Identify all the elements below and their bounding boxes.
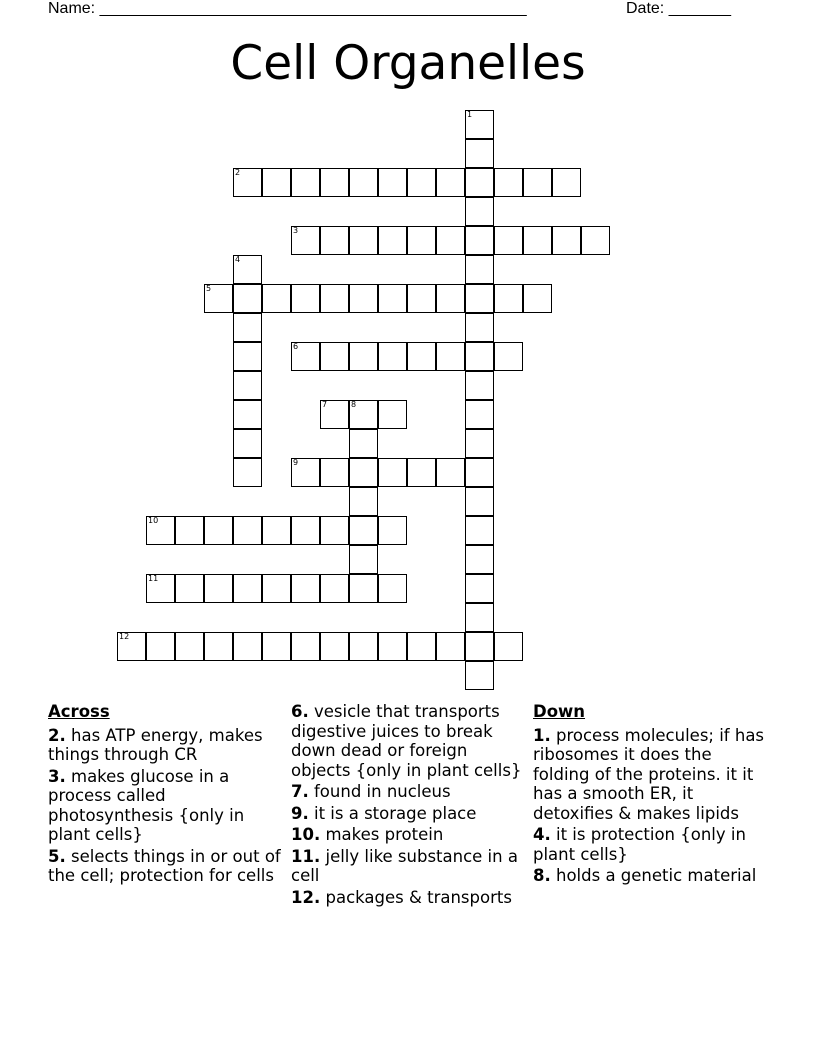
grid-cell[interactable]	[378, 400, 407, 429]
grid-cell[interactable]	[204, 516, 233, 545]
grid-cell[interactable]	[494, 226, 523, 255]
grid-cell[interactable]	[233, 342, 262, 371]
grid-cell[interactable]	[349, 284, 378, 313]
grid-cell[interactable]	[465, 574, 494, 603]
grid-cell[interactable]	[204, 632, 233, 661]
grid-cell[interactable]	[291, 632, 320, 661]
grid-cell[interactable]	[378, 458, 407, 487]
down-heading: Down	[533, 702, 586, 721]
grid-cell[interactable]	[465, 255, 494, 284]
grid-cell[interactable]	[233, 632, 262, 661]
grid-cell[interactable]	[378, 168, 407, 197]
grid-cell[interactable]	[233, 168, 262, 197]
grid-cell[interactable]	[465, 603, 494, 632]
grid-cell[interactable]	[233, 429, 262, 458]
grid-cell[interactable]	[407, 632, 436, 661]
grid-cell[interactable]	[320, 168, 349, 197]
grid-cell[interactable]	[233, 255, 262, 284]
grid-cell[interactable]	[291, 516, 320, 545]
grid-cell[interactable]	[494, 168, 523, 197]
down-clues-column	[533, 702, 773, 888]
grid-cell[interactable]	[465, 342, 494, 371]
clue-across-9: 9. it is a storage place	[291, 803, 477, 823]
grid-cell[interactable]	[320, 284, 349, 313]
grid-cell[interactable]	[175, 574, 204, 603]
grid-cell[interactable]	[233, 284, 262, 313]
grid-cell[interactable]	[465, 168, 494, 197]
grid-cell[interactable]	[349, 429, 378, 458]
grid-cell[interactable]	[465, 400, 494, 429]
grid-cell[interactable]	[320, 458, 349, 487]
grid-cell[interactable]	[233, 400, 262, 429]
grid-cell[interactable]	[407, 342, 436, 371]
grid-cell[interactable]	[349, 545, 378, 574]
grid-cell[interactable]	[378, 342, 407, 371]
grid-cell[interactable]	[320, 574, 349, 603]
grid-cell[interactable]	[552, 226, 581, 255]
clue-number-label: 4	[235, 255, 241, 264]
date-field[interactable]: Date: _______	[626, 0, 731, 17]
grid-cell[interactable]	[494, 284, 523, 313]
clue-down-1: 1. process molecules; if has ribosomes it does the folding of the proteins. it it has a smooth ER, it detoxifies & makes lipids	[533, 725, 765, 823]
across-clues-column-1	[48, 702, 288, 888]
clue-across-12: 12. packages & transports	[291, 887, 512, 907]
clue-number-label: 2	[235, 168, 241, 177]
grid-cell[interactable]	[436, 342, 465, 371]
clue-number-label: 12	[119, 632, 130, 641]
grid-cell[interactable]	[349, 342, 378, 371]
clue-across-10: 10. makes protein	[291, 825, 444, 844]
grid-cell[interactable]	[349, 516, 378, 545]
grid-cell[interactable]	[175, 516, 204, 545]
clue-across-11: 11. jelly like substance in a cell	[291, 846, 518, 885]
grid-cell[interactable]	[320, 632, 349, 661]
grid-cell[interactable]	[291, 458, 320, 487]
clue-number-label: 1	[467, 110, 473, 119]
grid-cell[interactable]	[291, 168, 320, 197]
grid-cell[interactable]	[465, 487, 494, 516]
grid-cell[interactable]	[204, 284, 233, 313]
grid-cell[interactable]	[436, 284, 465, 313]
grid-cell[interactable]	[523, 226, 552, 255]
across-heading: Across	[48, 702, 110, 721]
grid-cell[interactable]	[494, 632, 523, 661]
grid-cell[interactable]	[407, 284, 436, 313]
grid-cell[interactable]	[349, 226, 378, 255]
grid-cell[interactable]	[465, 516, 494, 545]
grid-cell[interactable]	[349, 168, 378, 197]
grid-cell[interactable]	[204, 574, 233, 603]
grid-cell[interactable]	[465, 429, 494, 458]
clue-number-label: 9	[293, 458, 299, 467]
grid-cell[interactable]	[262, 632, 291, 661]
grid-cell[interactable]	[175, 632, 204, 661]
clue-across-6: 6. vesicle that transports digestive juices to break down dead or foreign objects {only in plant cells}	[291, 702, 522, 780]
grid-cell[interactable]	[465, 284, 494, 313]
grid-cell[interactable]	[436, 168, 465, 197]
grid-cell[interactable]	[436, 458, 465, 487]
page-title: Cell Organelles	[230, 36, 586, 91]
name-field[interactable]: Name: ________________________________________________	[48, 0, 527, 17]
grid-cell[interactable]	[291, 574, 320, 603]
grid-cell[interactable]	[320, 226, 349, 255]
grid-cell[interactable]	[262, 574, 291, 603]
grid-cell[interactable]	[233, 574, 262, 603]
grid-cell[interactable]	[378, 516, 407, 545]
grid-cell[interactable]	[494, 342, 523, 371]
grid-cell[interactable]	[378, 632, 407, 661]
grid-cell[interactable]	[436, 632, 465, 661]
grid-cell[interactable]	[146, 516, 175, 545]
grid-cell[interactable]	[320, 516, 349, 545]
grid-cell[interactable]	[407, 458, 436, 487]
grid-cell[interactable]	[349, 400, 378, 429]
clue-across-7: 7. found in nucleus	[291, 782, 451, 801]
grid-cell[interactable]	[465, 545, 494, 574]
grid-cell[interactable]	[233, 371, 262, 400]
clue-across-5: 5. selects things in or out of the cell; protection for cells	[48, 846, 281, 885]
grid-cell[interactable]	[233, 458, 262, 487]
grid-cell[interactable]	[523, 168, 552, 197]
grid-cell[interactable]	[378, 574, 407, 603]
grid-cell[interactable]	[465, 371, 494, 400]
clue-number-label: 5	[206, 284, 212, 293]
grid-cell[interactable]	[349, 632, 378, 661]
grid-cell[interactable]	[465, 661, 494, 690]
grid-cell[interactable]	[146, 632, 175, 661]
clue-down-8: 8. holds a genetic material	[533, 866, 757, 885]
grid-cell[interactable]	[349, 458, 378, 487]
grid-cell[interactable]	[436, 226, 465, 255]
grid-cell[interactable]	[465, 226, 494, 255]
grid-cell[interactable]	[465, 313, 494, 342]
grid-cell[interactable]	[407, 226, 436, 255]
grid-cell[interactable]	[349, 574, 378, 603]
clue-number-label: 6	[293, 342, 299, 351]
grid-cell[interactable]	[407, 168, 436, 197]
clue-across-3: 3. makes glucose in a process called photosynthesis {only in plant cells}	[48, 766, 245, 844]
grid-cell[interactable]	[465, 458, 494, 487]
grid-cell[interactable]	[291, 342, 320, 371]
grid-cell[interactable]	[465, 139, 494, 168]
clue-number-label: 10	[148, 516, 159, 525]
grid-cell[interactable]	[291, 226, 320, 255]
grid-cell[interactable]	[233, 313, 262, 342]
clue-number-label: 3	[293, 226, 299, 235]
clue-across-2: 2. has ATP energy, makes things through CR	[48, 725, 263, 764]
across-clues-column-2	[291, 702, 531, 909]
grid-cell[interactable]	[465, 632, 494, 661]
grid-cell[interactable]	[581, 226, 610, 255]
grid-cell[interactable]	[349, 487, 378, 516]
grid-cell[interactable]	[233, 516, 262, 545]
grid-cell[interactable]	[465, 110, 494, 139]
grid-cell[interactable]	[117, 632, 146, 661]
clue-number-label: 11	[148, 574, 159, 583]
grid-cell[interactable]	[320, 400, 349, 429]
grid-cell[interactable]	[378, 226, 407, 255]
clue-down-4: 4. it is protection {only in plant cells}	[533, 825, 746, 864]
grid-cell[interactable]	[291, 284, 320, 313]
grid-cell[interactable]	[262, 516, 291, 545]
grid-cell[interactable]	[552, 168, 581, 197]
grid-cell[interactable]	[262, 284, 291, 313]
grid-cell[interactable]	[378, 284, 407, 313]
grid-cell[interactable]	[320, 342, 349, 371]
grid-cell[interactable]	[262, 168, 291, 197]
clue-number-label: 8	[351, 400, 357, 409]
grid-cell[interactable]	[523, 284, 552, 313]
grid-cell[interactable]	[465, 197, 494, 226]
clue-number-label: 7	[322, 400, 328, 409]
grid-cell[interactable]	[146, 574, 175, 603]
